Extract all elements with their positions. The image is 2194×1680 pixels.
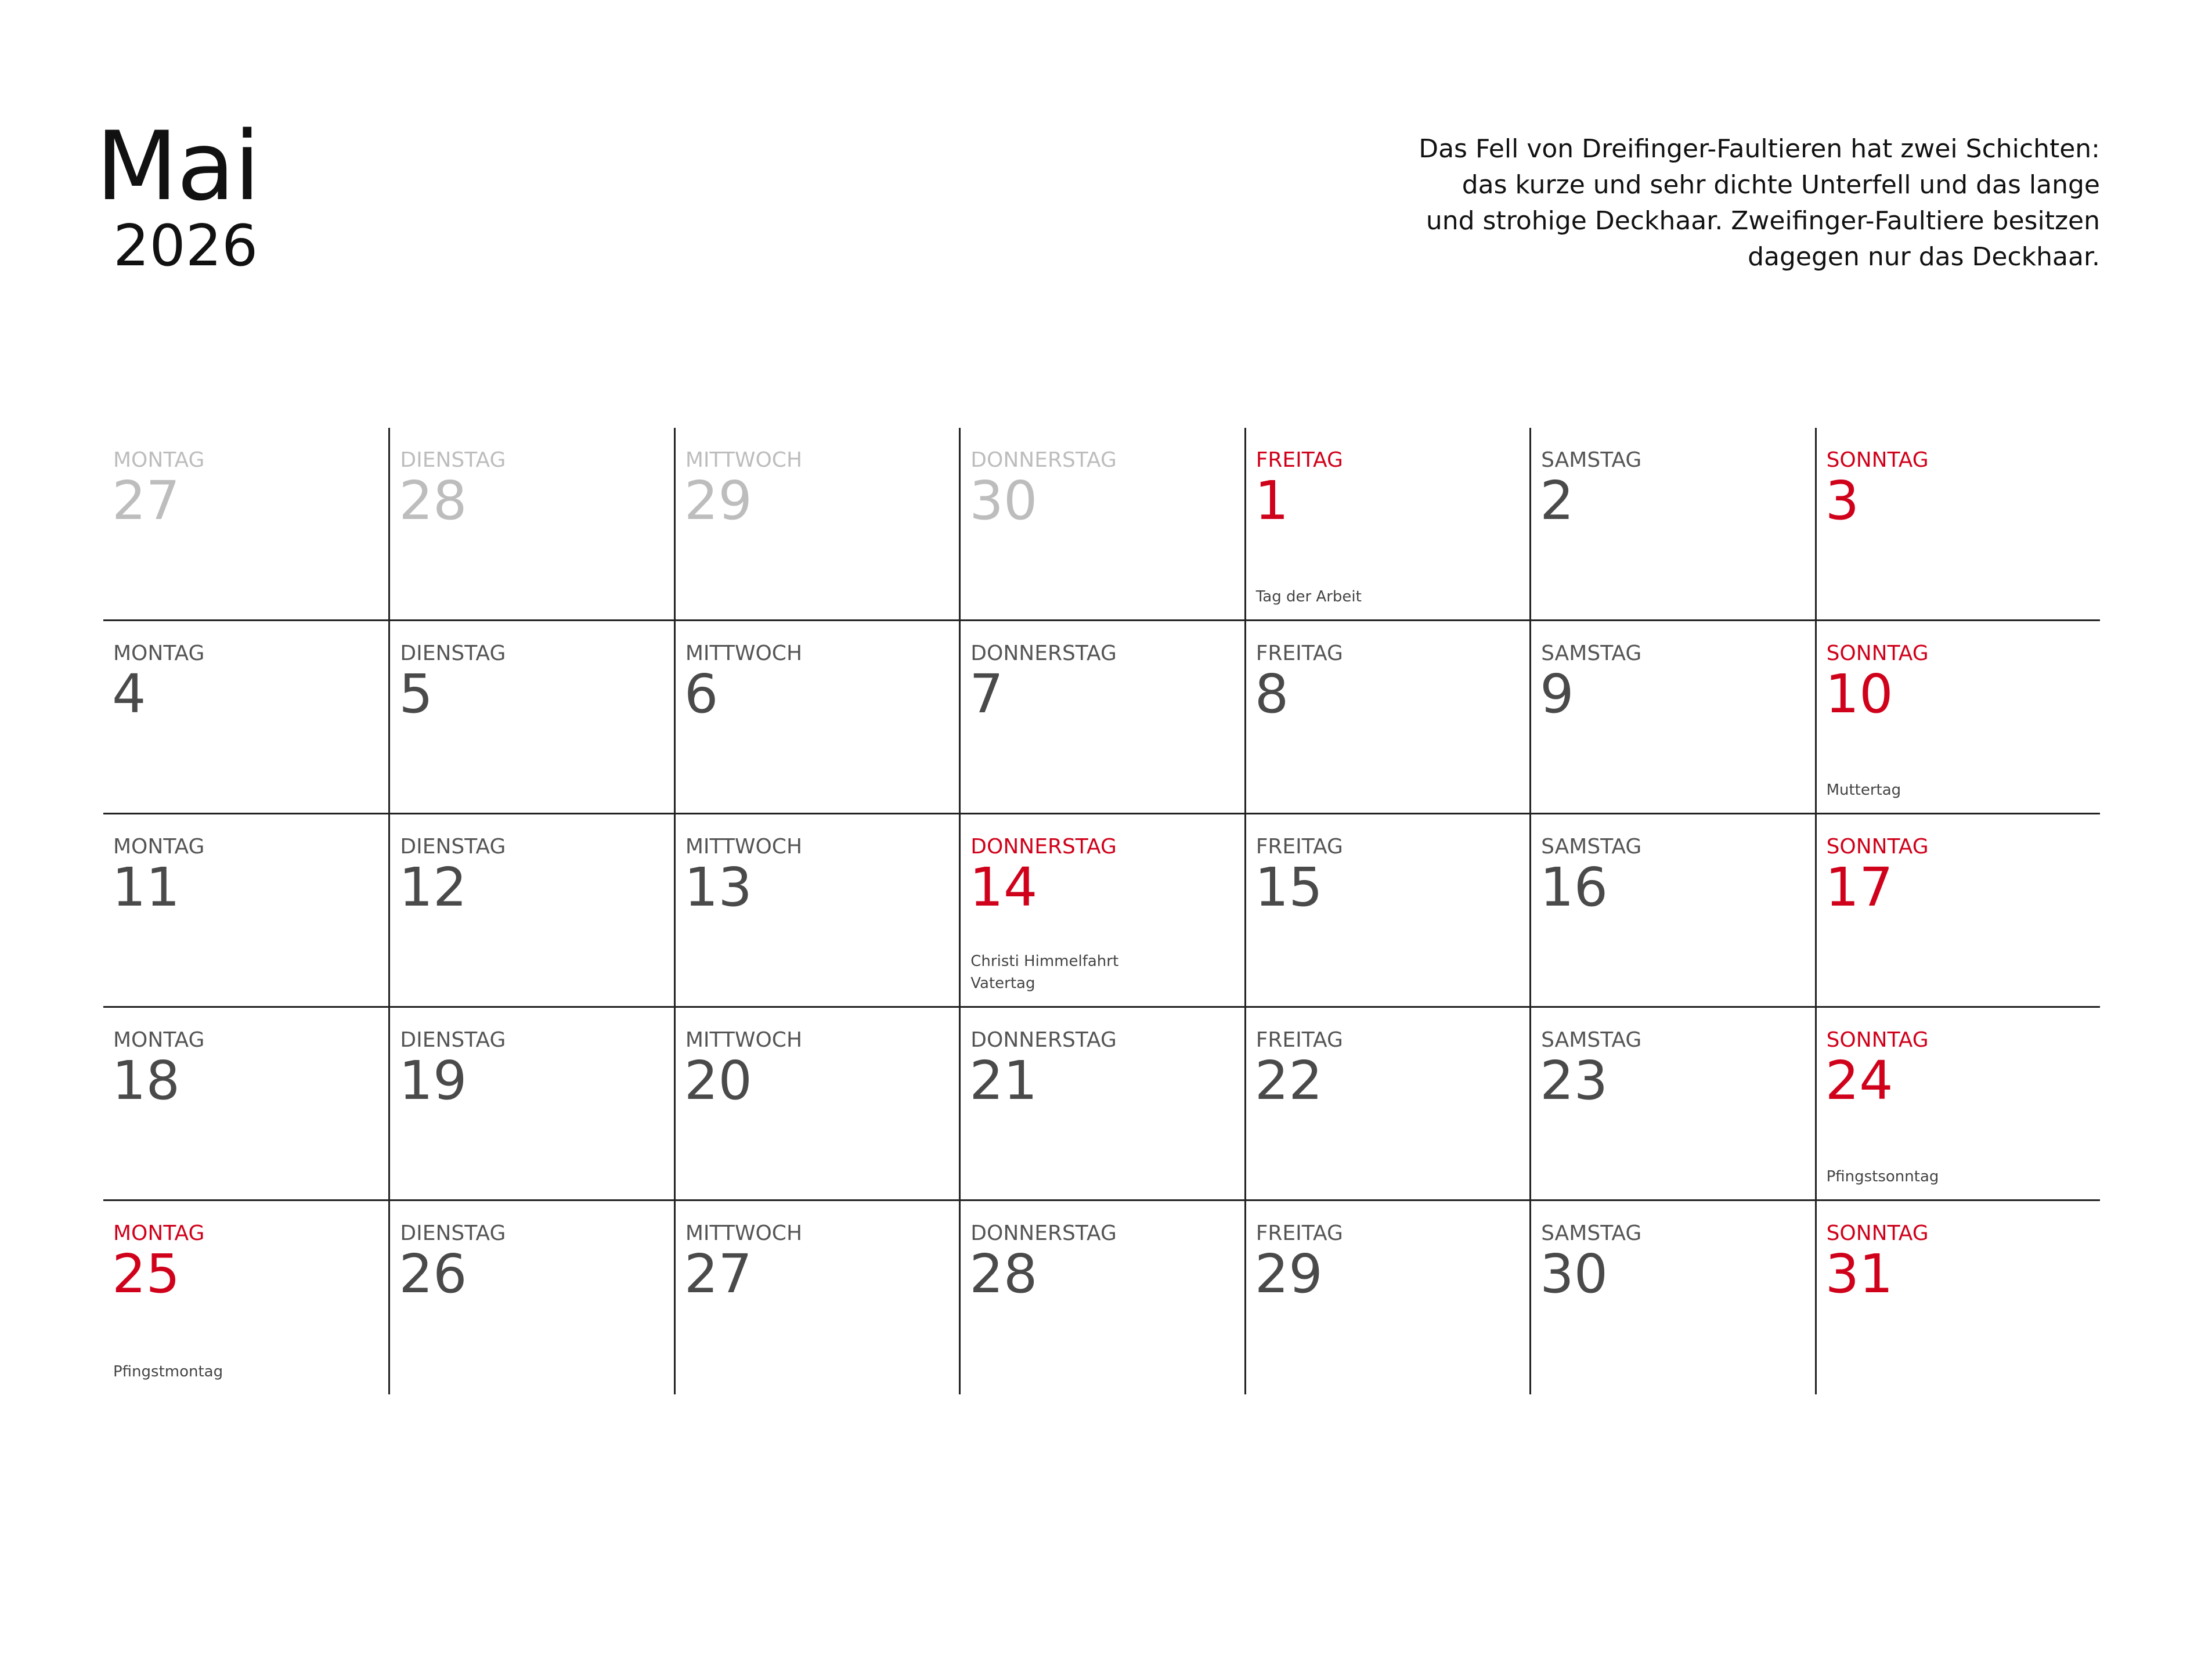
day-number: 24 [1825,1050,1893,1112]
day-cell[interactable] [959,1201,1244,1394]
holiday-note: Pfingstmontag [113,1363,223,1380]
weekday-label: DONNERSTAG [970,641,1117,665]
day-number: 30 [969,470,1038,532]
weekday-label: SAMSTAG [1541,641,1642,665]
day-number: 31 [1825,1243,1893,1305]
day-cell[interactable] [1244,1008,1529,1201]
day-number: 10 [1825,663,1893,725]
day-cell[interactable] [1529,621,1814,814]
day-number: 8 [1254,663,1289,725]
day-number: 12 [399,856,467,918]
day-cell[interactable] [388,1201,673,1394]
weekday-label: FREITAG [1255,835,1343,859]
day-cell[interactable] [674,621,959,814]
weekday-label: DONNERSTAG [970,835,1117,859]
weekday-label: FREITAG [1255,1028,1343,1052]
day-cell[interactable] [388,428,673,621]
weekday-label: SONNTAG [1826,1221,1929,1245]
day-cell[interactable] [959,621,1244,814]
day-number: 29 [1254,1243,1323,1305]
day-number: 9 [1540,663,1574,725]
day-cell[interactable] [103,621,388,814]
day-number: 3 [1825,470,1860,532]
weekday-label: SAMSTAG [1541,1221,1642,1245]
weekday-label: FREITAG [1255,1221,1343,1245]
day-cell[interactable] [388,621,673,814]
day-cell[interactable] [1815,1201,2100,1394]
day-number: 26 [399,1243,467,1305]
weekday-label: DIENSTAG [400,835,506,859]
day-cell[interactable] [1244,1201,1529,1394]
day-number: 29 [684,470,752,532]
holiday-note: Tag der Arbeit [1255,588,1362,605]
holiday-note: Pfingstsonntag [1826,1168,1939,1185]
day-number: 14 [969,856,1038,918]
weekday-label: MONTAG [113,1028,205,1052]
day-number: 30 [1540,1243,1608,1305]
day-cell[interactable] [674,814,959,1008]
day-cell[interactable] [1529,1008,1814,1201]
day-cell[interactable] [1244,428,1529,621]
weekday-label: SONNTAG [1826,641,1929,665]
day-number: 18 [112,1050,181,1112]
weekday-label: SONNTAG [1826,1028,1929,1052]
weekday-label: DIENSTAG [400,1028,506,1052]
weekday-label: SONNTAG [1826,835,1929,859]
weekday-label: DIENSTAG [400,641,506,665]
weekday-label: SAMSTAG [1541,448,1642,472]
weekday-label: MONTAG [113,835,205,859]
day-number: 21 [969,1050,1038,1112]
day-number: 19 [399,1050,467,1112]
day-cell[interactable] [959,428,1244,621]
day-number: 17 [1825,856,1893,918]
day-number: 28 [969,1243,1038,1305]
holiday-note: Christi Himmelfahrt Vatertag [970,953,1119,992]
weekday-label: SAMSTAG [1541,835,1642,859]
day-number: 7 [969,663,1004,725]
calendar-grid [103,428,2100,1394]
weekday-label: MITTWOCH [685,448,803,472]
day-cell[interactable] [959,814,1244,1008]
day-cell[interactable] [103,1008,388,1201]
weekday-label: MONTAG [113,1221,205,1245]
weekday-label: SONNTAG [1826,448,1929,472]
day-cell[interactable] [959,1008,1244,1201]
day-number: 5 [399,663,433,725]
weekday-label: FREITAG [1255,641,1343,665]
weekday-label: MONTAG [113,448,205,472]
weekday-label: MONTAG [113,641,205,665]
day-cell[interactable] [1244,814,1529,1008]
holiday-note: Muttertag [1826,781,1901,799]
day-number: 25 [112,1243,181,1305]
weekday-label: MITTWOCH [685,1221,803,1245]
day-cell[interactable] [1529,814,1814,1008]
day-number: 23 [1540,1050,1608,1112]
day-cell[interactable] [1815,1008,2100,1201]
day-number: 2 [1540,470,1574,532]
day-cell[interactable] [1529,1201,1814,1394]
day-cell[interactable] [388,1008,673,1201]
day-cell[interactable] [1529,428,1814,621]
weekday-label: FREITAG [1255,448,1343,472]
day-cell[interactable] [1244,621,1529,814]
day-cell[interactable] [674,1201,959,1394]
day-number: 27 [684,1243,752,1305]
weekday-label: MITTWOCH [685,835,803,859]
day-cell[interactable] [1815,428,2100,621]
day-cell[interactable] [103,428,388,621]
day-number: 4 [112,663,146,725]
day-number: 27 [112,470,181,532]
day-cell[interactable] [103,1201,388,1394]
weekday-label: DONNERSTAG [970,448,1117,472]
day-cell[interactable] [674,428,959,621]
day-number: 13 [684,856,752,918]
day-number: 11 [112,856,181,918]
weekday-label: SAMSTAG [1541,1028,1642,1052]
day-cell[interactable] [674,1008,959,1201]
sloth-fact-text: Das Fell von Dreifinger-Faultieren hat zwei Schichten: das kurze und sehr dichte Unterfell und das lange und strohige Deckhaar. Zweifinger-Faultiere besitzen dagegen nur das Deckhaar. [1419,134,2100,272]
day-number: 1 [1254,470,1289,532]
month-title: Mai [96,111,259,222]
day-cell[interactable] [388,814,673,1008]
day-number: 20 [684,1050,752,1112]
day-cell[interactable] [1815,814,2100,1008]
weekday-label: MITTWOCH [685,641,803,665]
weekday-label: DIENSTAG [400,448,506,472]
weekday-label: MITTWOCH [685,1028,803,1052]
weekday-label: DONNERSTAG [970,1221,1117,1245]
day-number: 16 [1540,856,1608,918]
weekday-label: DONNERSTAG [970,1028,1117,1052]
day-cell[interactable] [103,814,388,1008]
day-number: 15 [1254,856,1323,918]
day-cell[interactable] [1815,621,2100,814]
day-number: 6 [684,663,719,725]
day-number: 28 [399,470,467,532]
day-number: 22 [1254,1050,1323,1112]
weekday-label: DIENSTAG [400,1221,506,1245]
year-title: 2026 [113,213,258,279]
